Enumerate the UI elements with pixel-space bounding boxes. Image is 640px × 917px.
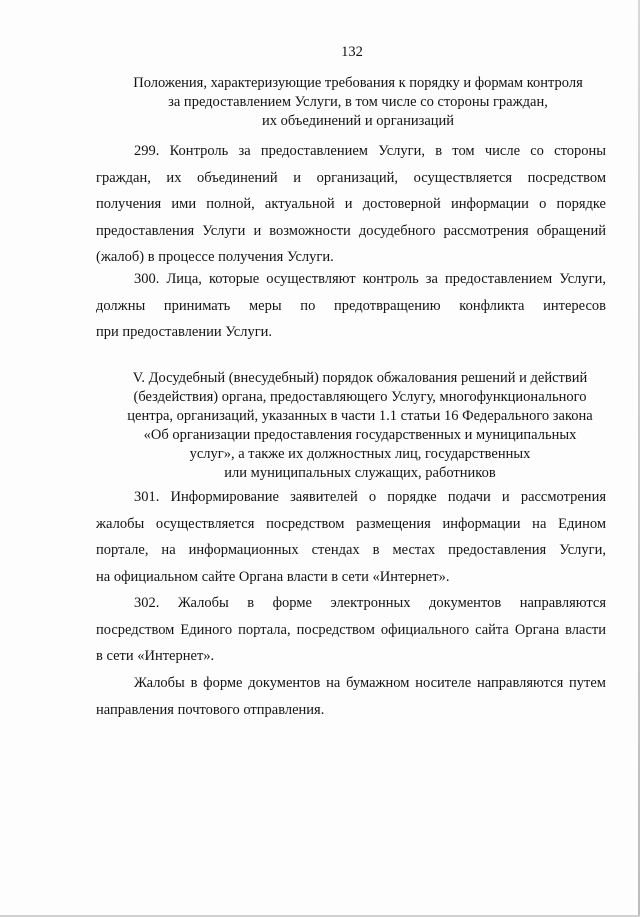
paragraph-line: предоставления Услуги и возможности досудебного рассмотрения обращений bbox=[96, 222, 606, 239]
paragraph-paper-complaints bbox=[96, 670, 606, 723]
paragraph-302 bbox=[96, 590, 606, 670]
heading-line: Положения, характеризующие требования к порядку и формам контроля bbox=[133, 75, 583, 91]
paragraph-301 bbox=[96, 484, 606, 590]
section-heading-pretrial-appeal bbox=[105, 369, 615, 483]
heading-line: или муниципальных служащих, работников bbox=[224, 465, 496, 481]
paragraph-line: при предоставлении Услуги. bbox=[96, 324, 273, 340]
paragraph-299 bbox=[96, 138, 606, 271]
page-number: 132 bbox=[341, 44, 363, 60]
paragraph-line: 302. Жалобы в форме электронных документов направляются bbox=[134, 595, 606, 611]
paragraph-line: жалобы осуществляется посредством размещения информации на Едином bbox=[96, 515, 606, 532]
paragraph-300 bbox=[96, 266, 606, 346]
heading-line: услуг», а также их должностных лиц, государственных bbox=[189, 446, 531, 462]
paragraph-line: в сети «Интернет». bbox=[96, 648, 215, 664]
paragraph-line: посредством Единого портала, посредством официального сайта Органа власти bbox=[96, 621, 606, 638]
paragraph-line: 299. Контроль за предоставлением Услуги, в том числе со стороны bbox=[134, 143, 606, 159]
heading-line: V. Досудебный (внесудебный) порядок обжалования решений и действий bbox=[132, 370, 588, 386]
heading-line: (бездействия) органа, предоставляющего Услугу, многофункционального bbox=[133, 389, 587, 405]
paragraph-line: граждан, их объединений и организаций, осуществляется посредством bbox=[96, 169, 606, 186]
heading-line: центра, организаций, указанных в части 1.1 статьи 16 Федерального закона bbox=[127, 408, 593, 424]
paragraph-line: должны принимать меры по предотвращению конфликта интересов bbox=[96, 297, 606, 314]
section-heading-control bbox=[108, 74, 608, 131]
paragraph-line: получения ими полной, актуальной и достоверной информации о порядке bbox=[96, 196, 606, 212]
heading-line: их объединений и организаций bbox=[261, 113, 455, 129]
heading-line: «Об организации предоставления государственных и муниципальных bbox=[143, 427, 577, 443]
paragraph-line: Жалобы в форме документов на бумажном носителе направляются путем bbox=[134, 675, 606, 691]
heading-line: за предоставлением Услуги, в том числе со стороны граждан, bbox=[168, 94, 548, 110]
paragraph-line: направления почтового отправления. bbox=[96, 701, 325, 718]
paragraph-line: 300. Лица, которые осуществляют контроль за предоставлением Услуги, bbox=[134, 271, 606, 287]
paragraph-line: на официальном сайте Органа власти в сети «Интернет». bbox=[96, 568, 450, 585]
paragraph-line: (жалоб) в процессе получения Услуги. bbox=[96, 249, 334, 265]
paragraph-line: 301. Информирование заявителей о порядке подачи и рассмотрения bbox=[134, 489, 606, 505]
paragraph-line: портале, на информационных стендах в местах предоставления Услуги, bbox=[96, 542, 606, 558]
